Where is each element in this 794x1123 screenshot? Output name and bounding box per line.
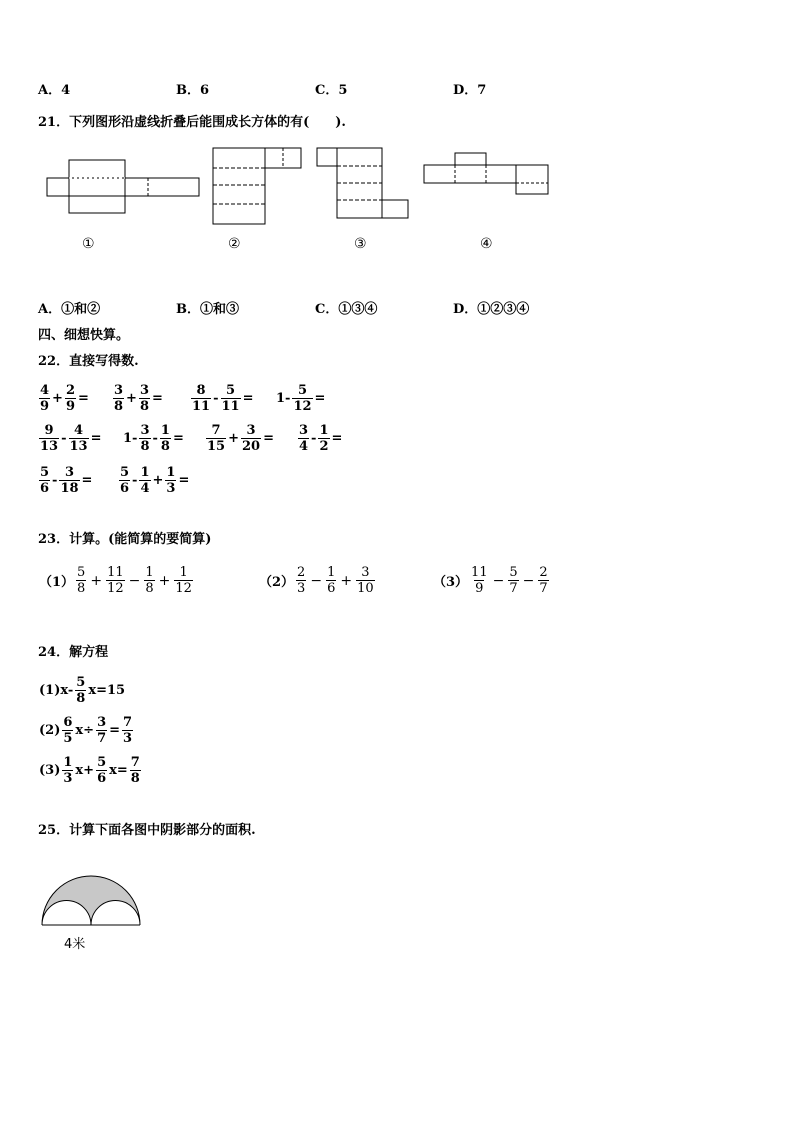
q21-label-1: ① (82, 236, 95, 252)
fraction (122, 716, 133, 745)
net-1 (47, 160, 199, 213)
fraction (106, 566, 125, 595)
prefix: 1- (276, 391, 291, 406)
operator: − (522, 572, 535, 589)
numerator: 2 (65, 383, 75, 398)
denominator: 4 (140, 481, 150, 496)
numerator: 5 (97, 755, 107, 770)
numerator: 7 (130, 755, 140, 770)
numerator: 5 (509, 565, 518, 580)
fraction (39, 384, 50, 413)
equals-sign: = (263, 431, 274, 446)
q22-item (38, 424, 103, 453)
denominator: 7 (97, 731, 107, 746)
q21-nets-svg (0, 140, 794, 260)
denominator: 6 (97, 771, 107, 786)
numerator: 2 (539, 565, 548, 580)
denominator: 8 (140, 439, 150, 454)
q25-figure-svg (38, 850, 148, 930)
q21-figures (0, 140, 794, 260)
numerator: 3 (299, 423, 309, 438)
operator: + (158, 572, 171, 589)
denominator: 8 (160, 439, 170, 454)
numerator: 1 (166, 465, 176, 480)
numerator: 5 (120, 465, 130, 480)
equals-sign: = (178, 473, 190, 488)
fraction (139, 466, 150, 495)
fraction (160, 424, 171, 453)
q20-option-c: C．5 (315, 83, 348, 98)
q23-item-label: （3） (433, 575, 469, 590)
numerator: 4 (40, 383, 50, 398)
operator: + (228, 431, 239, 446)
numerator: 3 (246, 423, 256, 438)
numerator: 1 (327, 565, 336, 580)
denominator: 4 (299, 439, 309, 454)
denominator: 9 (65, 399, 75, 414)
denominator: 8 (145, 581, 154, 596)
denominator: 3 (166, 481, 176, 496)
q21-title: 21．下列图形沿虚线折叠后能围成长方体的有( ). (38, 115, 346, 130)
denominator: 10 (357, 581, 374, 596)
denominator: 7 (539, 581, 548, 596)
numerator: 2 (297, 565, 306, 580)
fraction (96, 756, 107, 785)
operator: + (340, 572, 353, 589)
fraction (191, 384, 211, 413)
equals-sign: = (90, 431, 102, 446)
q21-option-a: A．①和② (38, 302, 101, 317)
numerator: 3 (140, 423, 150, 438)
fraction (65, 384, 76, 413)
prefix: 1- (123, 431, 138, 446)
q22-item (205, 424, 275, 453)
q22-item (38, 384, 90, 413)
q23-item (432, 566, 550, 595)
denominator: 18 (60, 481, 79, 496)
denominator: 6 (327, 581, 336, 596)
numerator: 3 (361, 565, 370, 580)
q20-option-b: B．6 (176, 83, 210, 98)
fraction (356, 566, 375, 595)
q20-option-d: D．7 (453, 83, 487, 98)
equation-text: (3) (39, 763, 61, 778)
q23-title: 23．计算。(能简算的要简算) (38, 532, 212, 547)
numerator: 5 (226, 383, 236, 398)
numerator: 4 (74, 423, 84, 438)
denominator: 11 (192, 399, 211, 414)
q22-title: 22．直接写得数. (38, 354, 139, 369)
denominator: 3 (123, 731, 133, 746)
fraction (96, 716, 107, 745)
operator: + (52, 391, 63, 406)
fraction (39, 466, 50, 495)
fraction (538, 566, 548, 595)
numerator: 5 (297, 383, 308, 398)
numerator: 7 (211, 423, 221, 438)
fraction (508, 566, 518, 595)
denominator: 12 (293, 399, 312, 414)
q22-item (275, 384, 326, 413)
fraction (165, 466, 176, 495)
denominator: 8 (114, 399, 124, 414)
equals-sign: = (81, 473, 93, 488)
fraction (296, 566, 306, 595)
numerator: 3 (64, 465, 75, 480)
denominator: 11 (221, 399, 240, 414)
q25-title: 25．计算下面各图中阴影部分的面积. (38, 823, 256, 838)
fraction (174, 566, 193, 595)
denominator: 3 (63, 771, 73, 786)
q23-item-label: （1） (39, 575, 75, 590)
equals-sign: = (78, 391, 89, 406)
numerator: 9 (44, 423, 54, 438)
q20-option-a: A．4 (38, 83, 71, 98)
denominator: 6 (40, 481, 50, 496)
q25-shaded-region (42, 876, 140, 925)
denominator: 8 (139, 399, 149, 414)
denominator: 8 (130, 771, 140, 786)
numerator: 1 (160, 423, 170, 438)
numerator: 1 (319, 423, 329, 438)
denominator: 6 (120, 481, 130, 496)
q22-item (190, 384, 255, 413)
fraction (206, 424, 226, 453)
operator: + (90, 572, 103, 589)
fraction (241, 424, 261, 453)
equals-sign: = (331, 431, 343, 446)
fraction (326, 566, 336, 595)
numerator: 11 (471, 565, 488, 580)
q21-option-b: B．①和③ (176, 302, 239, 317)
q21-label-4: ④ (480, 236, 493, 252)
fraction (470, 566, 489, 595)
operator: − (128, 572, 141, 589)
fraction (75, 676, 86, 705)
fraction (144, 566, 154, 595)
denominator: 5 (63, 731, 73, 746)
denominator: 7 (509, 581, 518, 596)
fraction (62, 716, 73, 745)
equals-sign: = (172, 431, 184, 446)
equals-sign: = (314, 391, 326, 406)
q21-label-2: ② (228, 236, 241, 252)
denominator: 12 (175, 581, 192, 596)
q22-item (112, 384, 164, 413)
denominator: 20 (242, 439, 261, 454)
fraction (221, 384, 241, 413)
numerator: 5 (40, 465, 50, 480)
denominator: 8 (77, 581, 86, 596)
operator: − (310, 572, 323, 589)
numerator: 1 (179, 565, 188, 580)
equals-sign: = (152, 391, 163, 406)
numerator: 8 (196, 383, 206, 398)
net-4 (424, 153, 548, 194)
denominator: 15 (207, 439, 226, 454)
operator: + (126, 391, 137, 406)
denominator: 12 (107, 581, 124, 596)
fraction (59, 466, 79, 495)
equation-text: x÷ (75, 723, 95, 738)
denominator: 9 (40, 399, 50, 414)
operator: - (213, 391, 219, 406)
numerator: 1 (145, 565, 154, 580)
q23-item-label: （2） (259, 575, 295, 590)
q24-equation-2 (38, 716, 134, 745)
q21-label-3: ③ (354, 236, 367, 252)
fraction (69, 424, 89, 453)
net-3 (317, 148, 408, 218)
q23-item (38, 566, 194, 595)
numerator: 1 (63, 755, 73, 770)
operator: - (132, 473, 138, 488)
q25-figure (38, 850, 148, 934)
numerator: 6 (63, 715, 73, 730)
section4-title: 四、细想快算。 (38, 328, 130, 343)
fraction (298, 424, 309, 453)
fraction (292, 384, 312, 413)
operator: - (52, 473, 58, 488)
fraction (119, 466, 130, 495)
numerator: 11 (107, 565, 124, 580)
numerator: 5 (77, 565, 86, 580)
q21-option-d: D．①②③④ (453, 302, 530, 317)
operator: - (61, 431, 67, 446)
fraction (76, 566, 86, 595)
numerator: 1 (140, 465, 150, 480)
fraction (130, 756, 141, 785)
q23-item (258, 566, 376, 595)
q24-equation-3 (38, 756, 142, 785)
denominator: 9 (475, 581, 484, 596)
net-2 (213, 148, 301, 224)
q21-option-c: C．①③④ (315, 302, 378, 317)
operator: + (152, 473, 164, 488)
denominator: 8 (76, 691, 86, 706)
q24-title: 24．解方程 (38, 645, 109, 660)
numerator: 3 (97, 715, 107, 730)
operator: - (311, 431, 317, 446)
equation-text: x+ (75, 763, 95, 778)
equation-text: (1)x- (39, 683, 74, 698)
fraction (113, 384, 124, 413)
q22-item (118, 466, 190, 495)
equals-sign: = (242, 391, 254, 406)
equation-text: x= (109, 763, 128, 778)
equation-text: = (109, 723, 121, 738)
equation-text: (2) (39, 723, 61, 738)
q25-dimension-label: 4米 (64, 937, 86, 952)
denominator: 2 (319, 439, 329, 454)
fraction (139, 424, 150, 453)
denominator: 13 (40, 439, 59, 454)
q24-equation-1 (38, 676, 126, 705)
operator: - (152, 431, 158, 446)
q22-item (122, 424, 185, 453)
q22-item (297, 424, 343, 453)
numerator: 3 (139, 383, 149, 398)
denominator: 13 (69, 439, 88, 454)
denominator: 3 (297, 581, 306, 596)
operator: − (492, 572, 505, 589)
equation-text: x=15 (88, 683, 126, 698)
numerator: 7 (123, 715, 133, 730)
fraction (318, 424, 329, 453)
numerator: 3 (114, 383, 124, 398)
numerator: 5 (76, 675, 86, 690)
fraction (139, 384, 150, 413)
fraction (39, 424, 59, 453)
fraction (62, 756, 73, 785)
q22-item (38, 466, 93, 495)
